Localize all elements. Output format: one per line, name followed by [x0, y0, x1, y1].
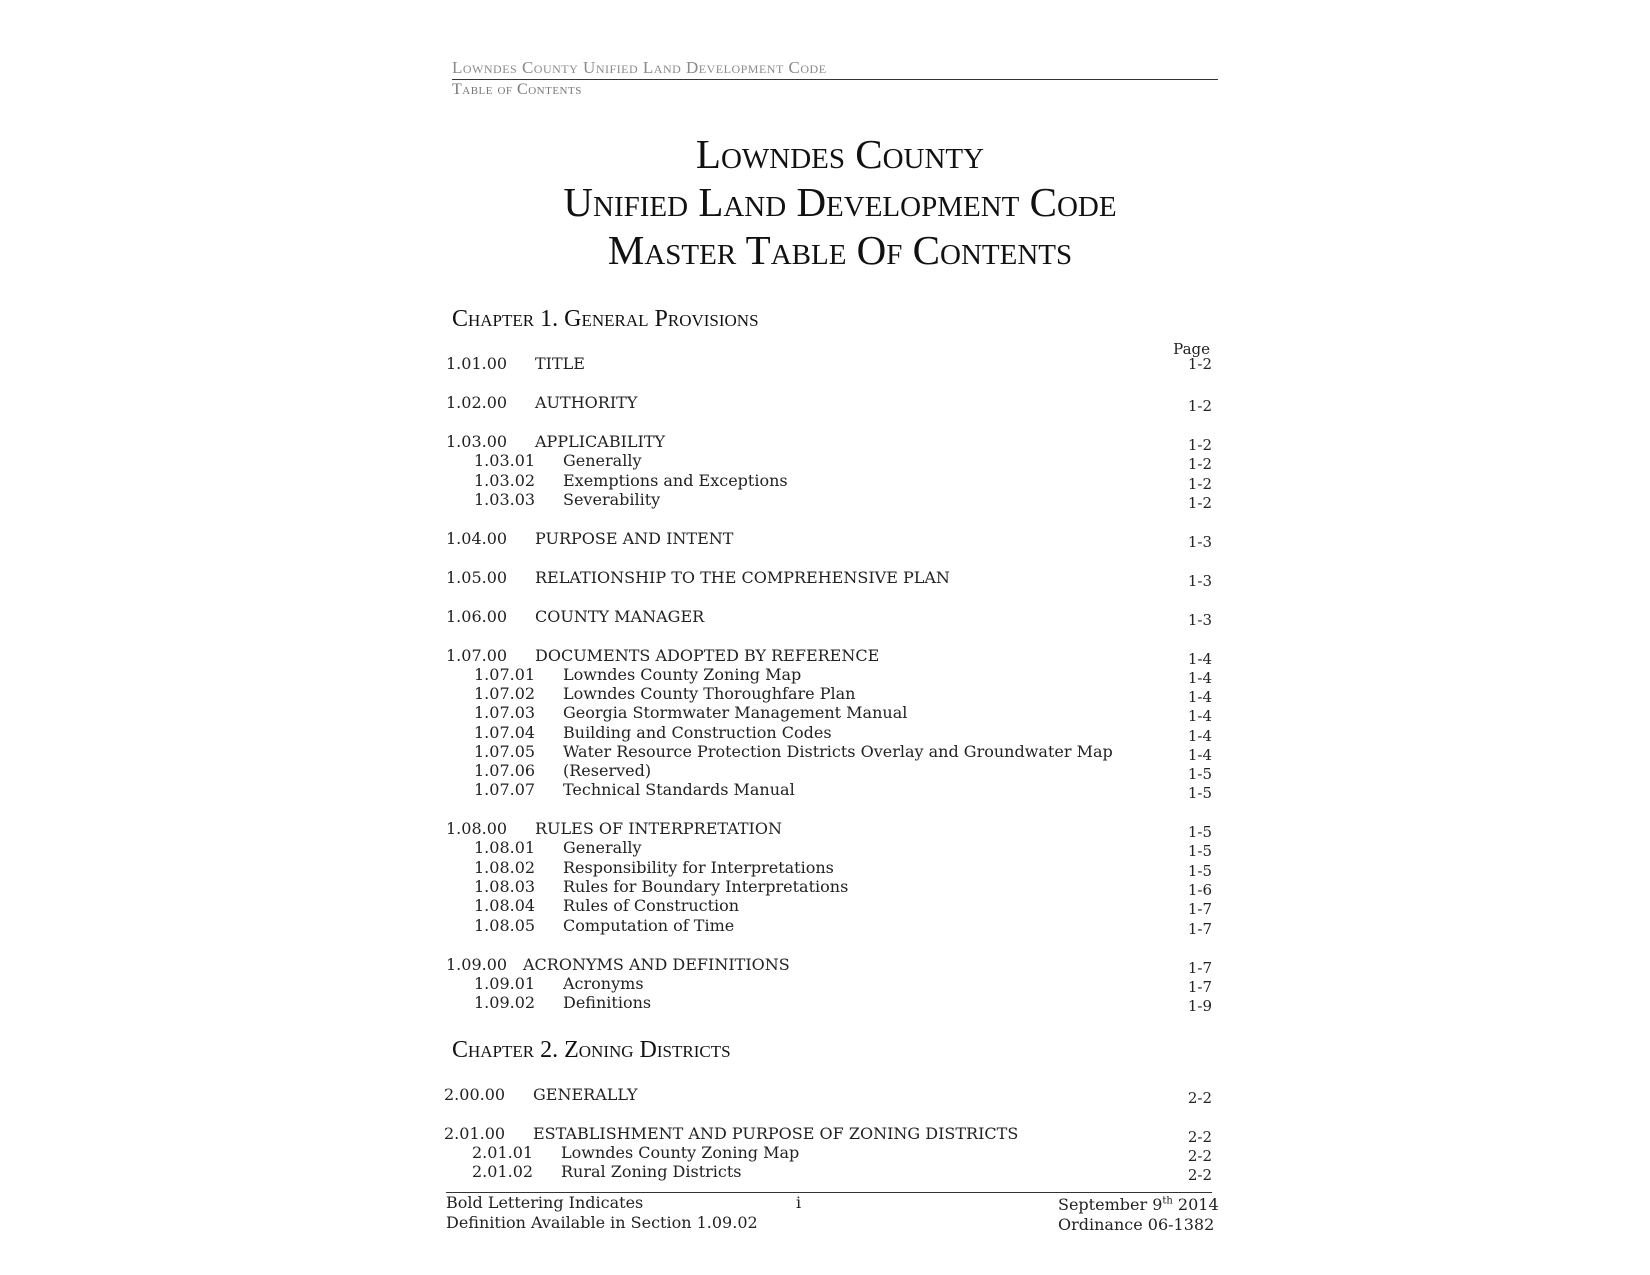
- toc-entry: [474, 451, 1212, 471]
- toc-entry-page: 1-2: [1187, 355, 1212, 373]
- toc-entry-number: 1.09.01: [474, 974, 536, 993]
- toc-entry: [446, 607, 1212, 627]
- toc-entry: [472, 1162, 1212, 1182]
- toc-entry-page: 1-4: [1187, 669, 1212, 687]
- toc-entry-page: 1-4: [1187, 650, 1212, 668]
- toc-entry-page: 1-2: [1187, 455, 1212, 473]
- toc-entry: [446, 529, 1212, 549]
- toc-entry-page: 1-5: [1187, 784, 1212, 802]
- toc-entry: [474, 838, 1212, 858]
- footer-date: [1058, 1195, 1219, 1215]
- toc-entry-page: 1-5: [1187, 823, 1212, 841]
- toc-entry: [472, 1143, 1212, 1163]
- toc-entry-number: 1.08.04: [474, 896, 536, 915]
- toc-entry-page: 1-4: [1187, 746, 1212, 764]
- toc-entry-label: AUTHORITY: [535, 393, 638, 412]
- toc-entry-number: 1.07.05: [474, 742, 536, 761]
- toc-entry: [474, 684, 1212, 704]
- toc-entry-number: 1.04.00: [446, 529, 508, 548]
- toc-entry-number: 1.07.06: [474, 761, 536, 780]
- toc-entry-number: 1.08.02: [474, 858, 536, 877]
- toc-entry-page: 1-2: [1187, 475, 1212, 493]
- toc-entry: [446, 646, 1212, 666]
- toc-entry-page: 2-2: [1187, 1128, 1212, 1146]
- toc-entry-label: PURPOSE AND INTENT: [535, 529, 734, 548]
- toc-entry: [474, 723, 1212, 743]
- toc-entry-label: Lowndes County Zoning Map: [563, 665, 802, 684]
- footer-note-line-1: Bold Lettering Indicates: [446, 1193, 644, 1212]
- toc-entry-label: Generally: [563, 451, 642, 470]
- footer-date-suffix: th: [1162, 1195, 1173, 1207]
- toc-entry-label: Responsibility for Interpretations: [563, 858, 834, 877]
- toc-entry-number: 1.07.00: [446, 646, 508, 665]
- toc-entry-number: 2.00.00: [444, 1085, 506, 1104]
- toc-entry-number: 1.07.07: [474, 780, 536, 799]
- toc-entry-label: (Reserved): [563, 761, 652, 780]
- toc-entry-label: RELATIONSHIP TO THE COMPREHENSIVE PLAN: [535, 568, 950, 587]
- toc-entry-number: 1.02.00: [446, 393, 508, 412]
- toc-entry-label: ACRONYMS AND DEFINITIONS: [523, 955, 790, 974]
- toc-entry-label: Definitions: [563, 993, 652, 1012]
- toc-entry: [446, 354, 1212, 374]
- toc-entry-page: 1-3: [1187, 533, 1212, 551]
- toc-entry-page: 1-7: [1187, 900, 1212, 918]
- toc-entry-number: 1.07.03: [474, 703, 536, 722]
- toc-entry-number: 1.03.00: [446, 432, 508, 451]
- toc-entry-page: 1-4: [1187, 727, 1212, 745]
- toc-entry-label: Rules of Construction: [563, 896, 740, 915]
- toc-entry-label: Exemptions and Exceptions: [563, 471, 788, 490]
- toc-entry-label: DOCUMENTS ADOPTED BY REFERENCE: [535, 646, 880, 665]
- toc-entry: [446, 955, 1212, 975]
- page-column-label: Page: [1173, 340, 1210, 358]
- toc-entry-label: APPLICABILITY: [535, 432, 666, 451]
- toc-entry-number: 1.07.02: [474, 684, 536, 703]
- toc-entry-number: 2.01.01: [472, 1143, 534, 1162]
- toc-entry-page: 1-5: [1187, 862, 1212, 880]
- toc-entry-label: Rural Zoning Districts: [561, 1162, 742, 1181]
- toc-entry-page: 1-6: [1187, 881, 1212, 899]
- toc-entry-page: 1-4: [1187, 707, 1212, 725]
- toc-entry: [474, 916, 1212, 936]
- toc-entry-label: RULES OF INTERPRETATION: [535, 819, 782, 838]
- chapter-2-heading: Chapter 2. Zoning Districts: [452, 1037, 731, 1063]
- toc-entry-label: Building and Construction Codes: [563, 723, 832, 742]
- toc-entry: [446, 432, 1212, 452]
- title-line-2: Unified Land Development Code: [563, 179, 1117, 225]
- toc-entry-page: 1-7: [1187, 959, 1212, 977]
- toc-entry-page: 1-5: [1187, 842, 1212, 860]
- toc-entry-number: 2.01.02: [472, 1162, 534, 1181]
- toc-entry: [474, 703, 1212, 723]
- toc-entry-page: 1-4: [1187, 688, 1212, 706]
- toc-entry-number: 1.08.00: [446, 819, 508, 838]
- toc-entry-number: 1.09.00: [446, 955, 508, 974]
- footer-page-number: i: [796, 1193, 802, 1212]
- toc-entry-number: 1.07.04: [474, 723, 536, 742]
- running-header: [452, 58, 1218, 100]
- toc-entry-page: 1-2: [1187, 436, 1212, 454]
- toc-entry-page: 1-7: [1187, 920, 1212, 938]
- toc-entry-label: Lowndes County Thoroughfare Plan: [563, 684, 856, 703]
- toc-entry-page: 1-7: [1187, 978, 1212, 996]
- footer-date-prefix: September 9: [1058, 1195, 1163, 1214]
- toc-entry: [446, 819, 1212, 839]
- toc-entry: [474, 761, 1212, 781]
- toc-entry-page: 1-9: [1187, 997, 1212, 1015]
- toc-entry-label: Rules for Boundary Interpretations: [563, 877, 849, 896]
- toc-entry-page: 1-3: [1187, 611, 1212, 629]
- toc-entry-page: 1-5: [1187, 765, 1212, 783]
- toc-entry-page: 1-3: [1187, 572, 1212, 590]
- toc-entry-number: 1.09.02: [474, 993, 536, 1012]
- toc-entry: [444, 1124, 1212, 1144]
- title-line-3: Master Table Of Contents: [607, 227, 1073, 273]
- toc-entry-label: Acronyms: [563, 974, 644, 993]
- toc-entry-label: TITLE: [535, 354, 585, 373]
- page-title: [440, 130, 1240, 274]
- toc-entry-number: 1.08.05: [474, 916, 536, 935]
- toc-entry-number: 2.01.00: [444, 1124, 506, 1143]
- toc-entry-label: GENERALLY: [533, 1085, 638, 1104]
- toc-entry-label: COUNTY MANAGER: [535, 607, 705, 626]
- toc-entry-label: Georgia Stormwater Management Manual: [563, 703, 908, 722]
- toc-entry: [474, 780, 1212, 800]
- toc-entry-number: 1.08.01: [474, 838, 536, 857]
- footer-ordinance: Ordinance 06-1382: [1058, 1215, 1215, 1234]
- toc-entry: [474, 742, 1212, 762]
- toc-entry-label: Severability: [563, 490, 661, 509]
- toc-entry: [446, 393, 1212, 413]
- toc-entry: [474, 993, 1212, 1013]
- chapter-1-heading: Chapter 1. General Provisions: [452, 306, 759, 332]
- header-section-name: Table of Contents: [452, 81, 582, 98]
- toc-entry-number: 1.07.01: [474, 665, 536, 684]
- toc-entry-number: 1.08.03: [474, 877, 536, 896]
- toc-entry-label: ESTABLISHMENT AND PURPOSE OF ZONING DISTRICTS: [533, 1124, 1019, 1143]
- toc-entry: [474, 471, 1212, 491]
- toc-entry: [474, 665, 1212, 685]
- toc-entry-label: Technical Standards Manual: [563, 780, 795, 799]
- toc-entry: [474, 974, 1212, 994]
- toc-entry-number: 1.03.02: [474, 471, 536, 490]
- toc-entry: [474, 896, 1212, 916]
- toc-entry-page: 2-2: [1187, 1166, 1212, 1184]
- title-line-1: Lowndes County: [695, 131, 985, 177]
- toc-entry-label: Lowndes County Zoning Map: [561, 1143, 800, 1162]
- toc-entry-number: 1.01.00: [446, 354, 508, 373]
- toc-entry: [446, 568, 1212, 588]
- toc-entry: [474, 858, 1212, 878]
- toc-entry: [444, 1085, 1212, 1105]
- toc-entry-label: Generally: [563, 838, 642, 857]
- toc-entry-label: Water Resource Protection Districts Overlay and Groundwater Map: [563, 742, 1113, 761]
- toc-entry-number: 1.05.00: [446, 568, 508, 587]
- footer-note-line-2: Definition Available in Section 1.09.02: [446, 1213, 758, 1232]
- toc-entry: [474, 877, 1212, 897]
- toc-entry-page: 2-2: [1187, 1147, 1212, 1165]
- toc-entry-number: 1.06.00: [446, 607, 508, 626]
- header-document-name: Lowndes County Unified Land Development Code: [452, 58, 1218, 80]
- toc-entry: [474, 490, 1212, 510]
- toc-entry-page: 2-2: [1187, 1089, 1212, 1107]
- toc-entry-number: 1.03.03: [474, 490, 536, 509]
- toc-entry-label: Computation of Time: [563, 916, 735, 935]
- toc-entry-number: 1.03.01: [474, 451, 536, 470]
- toc-entry-page: 1-2: [1187, 494, 1212, 512]
- toc-entry-page: 1-2: [1187, 397, 1212, 415]
- footer-date-year: 2014: [1172, 1195, 1219, 1214]
